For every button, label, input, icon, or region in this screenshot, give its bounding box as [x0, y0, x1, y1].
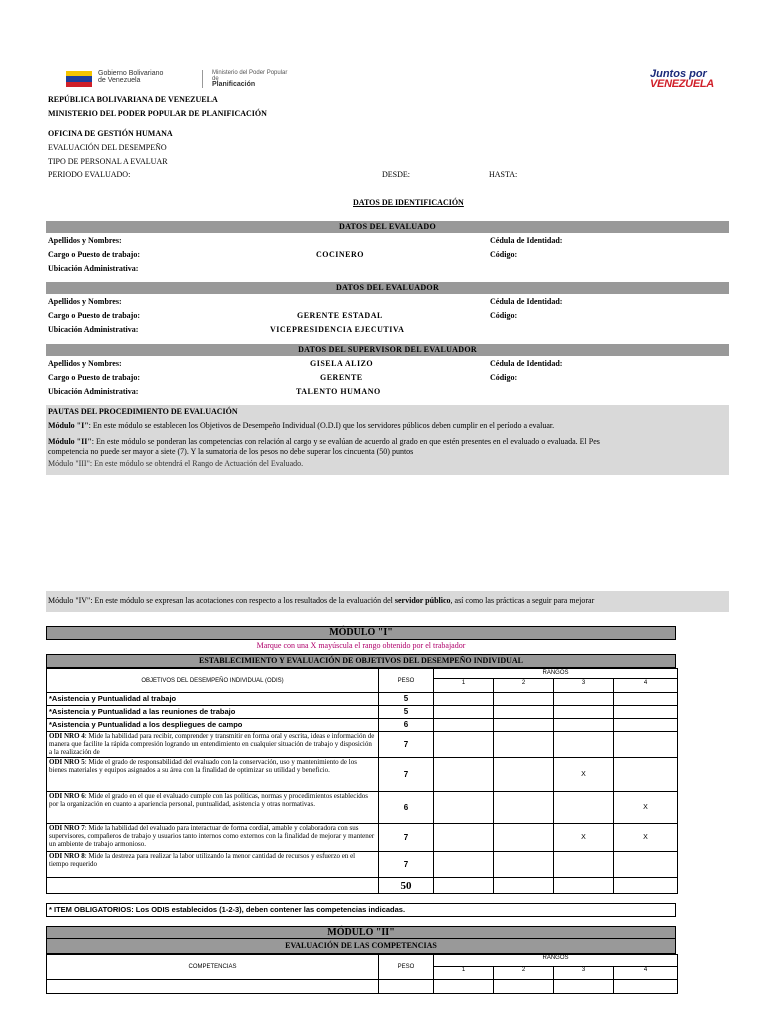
evaluador-cargo-value: GERENTE ESTADAL	[297, 311, 383, 320]
modulo2-title: MÓDULO "II"	[46, 926, 676, 939]
odi-rango-2-cell[interactable]	[494, 852, 554, 878]
odi-description: ODI NRO 8: Mide la destreza para realizar la labor utilizando la menor cantidad de recursos y esfuerzo en el tiempo requerido	[47, 852, 379, 878]
evaluado-cargo-value: COCINERO	[316, 250, 365, 259]
rango-2-header: 2	[494, 679, 554, 693]
odi-description: ODI NRO 4: Mide la habilidad para recibir, comprender y transmitir en forma oral y escrita, ideas e información de manera que facilite la rápida compresión logrando un entendimiento en cualquier situación de trabajo y disposición a la realización de	[47, 732, 379, 758]
evaluador-codigo-label: Código:	[490, 311, 518, 320]
modulo4-label: Módulo "IV"	[48, 596, 91, 605]
odi-rango-1-cell[interactable]	[434, 732, 494, 758]
odi-peso: 7	[379, 852, 434, 878]
odi-peso: 7	[379, 758, 434, 792]
odi-row	[47, 719, 678, 732]
pautas-modulo2-cont: competencia no puede ser mayor a siete (7). Y la sumatoria de los pesos no debe superar los cincuenta (50) puntos	[48, 447, 414, 456]
desde-label: DESDE:	[382, 170, 410, 179]
juntos-por-venezuela-logo	[650, 68, 745, 92]
supervisor-bar: DATOS DEL SUPERVISOR DEL EVALUADOR	[46, 344, 729, 356]
odi-rango-2-cell[interactable]	[494, 706, 554, 719]
logo-divider	[202, 70, 203, 88]
odi-rango-4-cell[interactable]	[614, 719, 678, 732]
odi-rango-3-cell[interactable]	[554, 852, 614, 878]
odi-rango-4-cell[interactable]: X	[614, 824, 678, 852]
odi-rango-2-cell[interactable]	[494, 732, 554, 758]
period-label: PERIODO EVALUADO:	[48, 170, 131, 179]
odi-total: 50	[379, 878, 434, 894]
odi-rango-1-cell[interactable]	[434, 693, 494, 706]
odi-table	[46, 668, 678, 894]
evaluador-bar: DATOS DEL EVALUADOR	[46, 282, 729, 294]
odi-header-rangos: RANGOS	[434, 669, 678, 679]
odi-rango-4-cell[interactable]: X	[614, 792, 678, 824]
competencias-peso-header: PESO	[379, 955, 434, 980]
supervisor-ubicacion-value: TALENTO HUMANO	[296, 387, 381, 396]
comp-rango-2-header: 2	[494, 967, 554, 980]
odi-description: ODI NRO 5: Mide el grado de responsabilidad del evaluado con la conservación, uso y mantenimiento de los bienes materiales y equipos asignados a su área con la finalidad de optimizar su utilidad y beneficio.	[47, 758, 379, 792]
odi-rango-4-cell[interactable]	[614, 758, 678, 792]
ministry-logo-line3: Planificación	[212, 81, 256, 88]
evaluado-codigo-label: Código:	[490, 250, 518, 259]
evaluado-apellidos-label: Apellidos y Nombres:	[48, 236, 122, 245]
datos-identificacion-title: DATOS DE IDENTIFICACIÓN	[353, 198, 464, 207]
odi-peso: 5	[379, 706, 434, 719]
evaluado-cargo-label: Cargo o Puesto de trabajo:	[48, 250, 140, 259]
odi-rango-2-cell[interactable]	[494, 693, 554, 706]
odi-row	[47, 792, 678, 824]
evaluado-ubicacion-label: Ubicación Administrativa:	[48, 264, 139, 273]
odi-rango-2-cell[interactable]	[494, 792, 554, 824]
odi-description: ODI NRO 6: Mide el grado en el que el evaluado cumple con las políticas, normas y procedimientos establecidos por la organización en cuanto a apariencia personal, puntualidad, asistencia y otras normativas.	[47, 792, 379, 824]
odi-rango-3-cell[interactable]: X	[554, 758, 614, 792]
odi-rango-4-cell[interactable]	[614, 706, 678, 719]
odi-rango-3-cell[interactable]: X	[554, 824, 614, 852]
odi-description: ODI NRO 7: Mide la habilidad del evaluado para interactuar de forma cordial, amable y colaboradora con sus supervisores, compañeros de trabajo y usuarios tanto internos como externos con la finalidad de mejorar y mantener un ambiente de trabajo armonioso.	[47, 824, 379, 852]
odi-peso: 7	[379, 824, 434, 852]
competencias-header: COMPETENCIAS	[47, 955, 379, 980]
odi-peso: 7	[379, 732, 434, 758]
rango-1-header: 1	[434, 679, 494, 693]
odi-rango-1-cell[interactable]	[434, 792, 494, 824]
odi-rango-1-cell[interactable]	[434, 719, 494, 732]
odi-row	[47, 824, 678, 852]
supervisor-ubicacion-label: Ubicación Administrativa:	[48, 387, 139, 396]
evaluado-bar: DATOS DEL EVALUADO	[46, 221, 729, 233]
supervisor-cargo-value: GERENTE	[320, 373, 363, 382]
odi-rango-3-cell[interactable]	[554, 732, 614, 758]
rango-3-header: 3	[554, 679, 614, 693]
evaluador-apellidos-label: Apellidos y Nombres:	[48, 297, 122, 306]
evaluador-ubicacion-value: VICEPRESIDENCIA EJECUTIVA	[270, 325, 405, 334]
odi-row	[47, 693, 678, 706]
modulo1-instruction: Marque con una X mayúscula el rango obtenido por el trabajador	[256, 641, 466, 650]
ministry-logo-line2: de	[212, 76, 219, 82]
ministry-title: MINISTERIO DEL PODER POPULAR DE PLANIFICACIÓN	[48, 109, 267, 118]
competencias-empty-row	[47, 980, 678, 994]
odi-peso: 6	[379, 719, 434, 732]
gov-logo-line2: de Venezuela	[98, 77, 141, 84]
evaluador-cargo-label: Cargo o Puesto de trabajo:	[48, 311, 140, 320]
odi-table-body	[47, 693, 678, 878]
evaluador-cedula-label: Cédula de Identidad:	[490, 297, 563, 306]
gobierno-bolivariano-logo	[66, 68, 366, 90]
odi-rango-2-cell[interactable]	[494, 824, 554, 852]
odi-rango-4-cell[interactable]	[614, 732, 678, 758]
odi-header-peso: PESO	[379, 669, 434, 693]
staff-type-label: TIPO DE PERSONAL A EVALUAR	[48, 157, 168, 166]
evaluation-title: EVALUACIÓN DEL DESEMPEÑO	[48, 143, 167, 152]
supervisor-codigo-label: Código:	[490, 373, 518, 382]
odi-header-objetivos: OBJETIVOS DEL DESEMPEÑO INDIVIDUAL (ODIS)	[47, 669, 379, 693]
gov-logo-line1: Gobierno Bolivariano	[98, 70, 164, 77]
supervisor-apellidos-value: GISELA ALIZO	[310, 359, 374, 368]
modulo4-box: Módulo "IV": En este módulo se expresan las acotaciones con respecto a los resultados de la evaluación del servidor público, así como las prácticas a seguir para mejorar	[46, 591, 729, 612]
odi-total-row	[47, 878, 678, 894]
comp-rango-1-header: 1	[434, 967, 494, 980]
odi-rango-1-cell[interactable]	[434, 824, 494, 852]
odi-description: *Asistencia y Puntualidad al trabajo	[47, 693, 379, 706]
odi-rango-1-cell[interactable]	[434, 758, 494, 792]
odi-row	[47, 706, 678, 719]
pautas-modulo2: Módulo "II": En este módulo se ponderan las competencias con relación al cargo y se evalúan de acuerdo al grado en que estén presentes en el evaluado o evaluada. El Pes	[48, 437, 600, 446]
supervisor-cargo-label: Cargo o Puesto de trabajo:	[48, 373, 140, 382]
modulo1-title: MÓDULO "I"	[46, 626, 676, 640]
odi-row	[47, 732, 678, 758]
modulo2-subtitle: EVALUACIÓN DE LAS COMPETENCIAS	[46, 939, 676, 954]
juntos-line2: VENEZUELA	[650, 78, 714, 90]
ministry-logo-line1: Ministerio del Poder Popular	[212, 70, 288, 76]
supervisor-cedula-label: Cédula de Identidad:	[490, 359, 563, 368]
pautas-title: PAUTAS DEL PROCEDIMIENTO DE EVALUACIÓN	[48, 407, 238, 416]
pautas-modulo1: Módulo "I": En este módulo se establecen los Objetivos de Desempeño Individual (O.D.I) que los servidores públicos deben cumplir en el período a evaluar.	[48, 421, 555, 430]
odi-row	[47, 852, 678, 878]
comp-rango-4-header: 4	[614, 967, 678, 980]
rango-4-header: 4	[614, 679, 678, 693]
odi-rango-4-cell[interactable]	[614, 693, 678, 706]
odi-rango-3-cell[interactable]	[554, 719, 614, 732]
odi-rango-2-cell[interactable]	[494, 719, 554, 732]
odi-rango-3-cell[interactable]	[554, 693, 614, 706]
pautas-box	[46, 405, 729, 475]
odi-rango-1-cell[interactable]	[434, 852, 494, 878]
juntos-line1: Juntos por	[650, 68, 707, 80]
venezuela-flag-icon	[66, 71, 92, 87]
comp-rango-3-header: 3	[554, 967, 614, 980]
odi-rango-4-cell[interactable]	[614, 852, 678, 878]
odi-rango-2-cell[interactable]	[494, 758, 554, 792]
odi-peso: 6	[379, 792, 434, 824]
evaluado-cedula-label: Cédula de Identidad:	[490, 236, 563, 245]
odi-row	[47, 758, 678, 792]
odi-rango-3-cell[interactable]	[554, 706, 614, 719]
hasta-label: HASTA:	[489, 170, 518, 179]
supervisor-apellidos-label: Apellidos y Nombres:	[48, 359, 122, 368]
office-title: OFICINA DE GESTIÓN HUMANA	[48, 129, 173, 138]
republic-title: REPÚBLICA BOLIVARIANA DE VENEZUELA	[48, 95, 218, 104]
evaluador-ubicacion-label: Ubicación Administrativa:	[48, 325, 139, 334]
odi-rango-3-cell[interactable]	[554, 792, 614, 824]
competencias-rangos-header: RANGOS	[434, 955, 678, 967]
odi-description: *Asistencia y Puntualidad a las reuniones de trabajo	[47, 706, 379, 719]
competencias-table	[46, 954, 678, 994]
odi-peso: 5	[379, 693, 434, 706]
pautas-modulo3: Módulo "III": En este módulo se obtendrá el Rango de Actuación del Evaluado.	[48, 459, 304, 468]
odi-description: *Asistencia y Puntualidad a los despliegues de campo	[47, 719, 379, 732]
odi-footnote: * ITEM OBLIGATORIOS: Los ODIS establecidos (1-2-3), deben contener las competencias indicadas.	[46, 903, 676, 917]
odi-rango-1-cell[interactable]	[434, 706, 494, 719]
modulo1-subtitle: ESTABLECIMIENTO Y EVALUACIÓN DE OBJETIVOS DEL DESEMPEÑO INDIVIDUAL	[46, 654, 676, 668]
